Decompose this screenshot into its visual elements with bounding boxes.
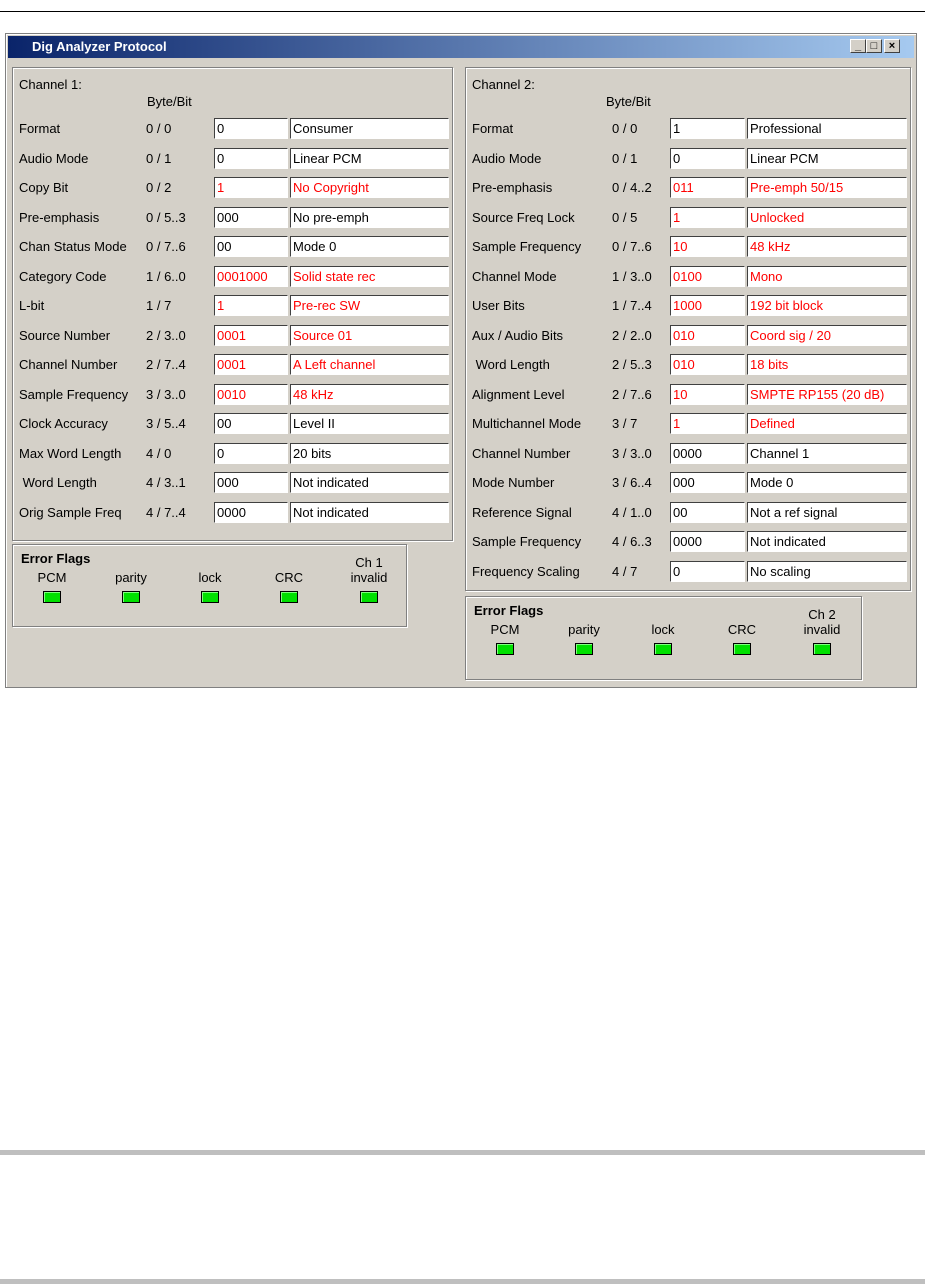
row-bytebit-word-length-12: 4 / 3..1 — [146, 475, 186, 490]
row-bits-field-orig-sample-freq-13[interactable]: 0000 — [214, 502, 288, 523]
window-title: Dig Analyzer Protocol — [32, 39, 167, 54]
row-bits-field-channel-number-8[interactable]: 0001 — [214, 354, 288, 375]
row-bits-field-l-bit-6[interactable]: 1 — [214, 295, 288, 316]
row-bytebit-source-number-7: 2 / 3..0 — [146, 327, 186, 343]
row-value-field-category-code-5[interactable]: Solid state rec — [290, 266, 449, 287]
row-bits-field-user-bits-6[interactable]: 1000 — [670, 295, 745, 316]
row-value-field-source-number-7[interactable]: Source 01 — [290, 325, 449, 346]
separator-rule-upper — [0, 1150, 925, 1155]
led-indicator-invalid — [813, 643, 831, 655]
page-top-rule — [0, 11, 925, 12]
led-indicator-parity — [122, 591, 140, 603]
row-value-field-word-length-8[interactable]: 18 bits — [747, 354, 907, 375]
row-bytebit-multichannel-mode-10: 3 / 7 — [612, 416, 638, 431]
row-bits-field-category-code-5[interactable]: 0001000 — [214, 266, 288, 287]
led-indicator-crc — [280, 591, 298, 603]
row-bits-field-sample-frequency-4[interactable]: 10 — [670, 236, 745, 257]
row-label-audio-mode-1: Audio Mode — [472, 150, 542, 166]
row-label-pre-emphasis-3: Pre-emphasis — [19, 209, 100, 225]
row-label-channel-mode-5: Channel Mode — [472, 268, 557, 284]
row-bytebit-word-length-8: 2 / 5..3 — [612, 357, 652, 372]
row-value-field-format-0[interactable]: Consumer — [290, 118, 449, 139]
row-bits-field-pre-emphasis-3[interactable]: 000 — [214, 207, 288, 228]
row-bits-field-source-number-7[interactable]: 0001 — [214, 325, 288, 346]
row-bytebit-orig-sample-freq-13: 4 / 7..4 — [146, 504, 186, 520]
row-bytebit-pre-emphasis-2: 0 / 4..2 — [612, 180, 652, 195]
channel-2-error-flags-panel — [465, 596, 862, 680]
row-bytebit-clock-accuracy-10: 3 / 5..4 — [146, 416, 186, 431]
row-value-field-chan-status-mode-4[interactable]: Mode 0 — [290, 236, 449, 257]
maximize-button[interactable]: □ — [866, 39, 882, 53]
row-bytebit-channel-number-11: 3 / 3..0 — [612, 445, 652, 461]
row-bits-field-alignment-level-9[interactable]: 10 — [670, 384, 745, 405]
row-value-field-frequency-scaling-15[interactable]: No scaling — [747, 561, 907, 582]
row-bits-field-source-freq-lock-3[interactable]: 1 — [670, 207, 745, 228]
row-bits-field-channel-mode-5[interactable]: 0100 — [670, 266, 745, 287]
title-bar[interactable] — [8, 36, 914, 58]
row-value-field-source-freq-lock-3[interactable]: Unlocked — [747, 207, 907, 228]
row-bits-field-word-length-8[interactable]: 010 — [670, 354, 745, 375]
row-value-field-channel-number-8[interactable]: A Left channel — [290, 354, 449, 375]
row-bits-field-channel-number-11[interactable]: 0000 — [670, 443, 745, 464]
row-bits-field-clock-accuracy-10[interactable]: 00 — [214, 413, 288, 434]
row-label-channel-number-11: Channel Number — [472, 445, 571, 461]
channel-1-panel — [12, 67, 453, 541]
row-bits-field-word-length-12[interactable]: 000 — [214, 472, 288, 493]
row-bits-field-sample-frequency-9[interactable]: 0010 — [214, 384, 288, 405]
row-bits-field-audio-mode-1[interactable]: 0 — [214, 148, 288, 169]
channel-2-error-flags-title: Error Flags — [474, 603, 544, 618]
row-bits-field-multichannel-mode-10[interactable]: 1 — [670, 413, 745, 434]
row-bits-field-reference-signal-13[interactable]: 00 — [670, 502, 745, 523]
row-bytebit-mode-number-12: 3 / 6..4 — [612, 475, 652, 490]
row-bytebit-aux-audio-bits-7: 2 / 2..0 — [612, 327, 652, 343]
led-indicator-crc — [733, 643, 751, 655]
row-value-field-max-word-length-11[interactable]: 20 bits — [290, 443, 449, 464]
row-label-user-bits-6: User Bits — [472, 298, 525, 313]
row-bytebit-format-0: 0 / 0 — [612, 121, 638, 136]
flag-label-lock: lock — [651, 622, 675, 637]
row-value-field-audio-mode-1[interactable]: Linear PCM — [747, 148, 907, 169]
row-bytebit-channel-number-8: 2 / 7..4 — [146, 357, 186, 372]
row-label-sample-frequency-14: Sample Frequency — [472, 534, 582, 549]
row-label-max-word-length-11: Max Word Length — [19, 445, 122, 461]
row-label-sample-frequency-4: Sample Frequency — [472, 239, 582, 254]
row-label-copy-bit-2: Copy Bit — [19, 180, 69, 195]
row-bits-field-frequency-scaling-15[interactable]: 0 — [670, 561, 745, 582]
flag-label-parity: parity — [115, 570, 147, 585]
row-bits-field-chan-status-mode-4[interactable]: 00 — [214, 236, 288, 257]
row-label-audio-mode-1: Audio Mode — [19, 150, 89, 166]
flag-label-invalid: Ch 1 invalid — [350, 555, 388, 585]
row-value-field-l-bit-6[interactable]: Pre-rec SW — [290, 295, 449, 316]
row-value-field-sample-frequency-4[interactable]: 48 kHz — [747, 236, 907, 257]
row-bytebit-category-code-5: 1 / 6..0 — [146, 268, 186, 284]
row-bits-field-pre-emphasis-2[interactable]: 011 — [670, 177, 745, 198]
flag-label-pcm: PCM — [490, 622, 520, 637]
row-label-source-freq-lock-3: Source Freq Lock — [472, 209, 575, 225]
row-value-field-reference-signal-13[interactable]: Not a ref signal — [747, 502, 907, 523]
row-label-clock-accuracy-10: Clock Accuracy — [19, 416, 108, 431]
row-value-field-aux-audio-bits-7[interactable]: Coord sig / 20 — [747, 325, 907, 346]
row-label-source-number-7: Source Number — [19, 327, 111, 343]
row-bits-field-max-word-length-11[interactable]: 0 — [214, 443, 288, 464]
row-bytebit-audio-mode-1: 0 / 1 — [612, 150, 638, 166]
row-value-field-sample-frequency-14[interactable]: Not indicated — [747, 531, 907, 552]
row-bits-field-aux-audio-bits-7[interactable]: 010 — [670, 325, 745, 346]
row-value-field-channel-number-11[interactable]: Channel 1 — [747, 443, 907, 464]
row-value-field-user-bits-6[interactable]: 192 bit block — [747, 295, 907, 316]
dig-analyzer-protocol-window — [5, 33, 917, 688]
row-label-frequency-scaling-15: Frequency Scaling — [472, 563, 580, 579]
row-value-field-copy-bit-2[interactable]: No Copyright — [290, 177, 449, 198]
flag-label-crc: CRC — [274, 570, 304, 585]
row-value-field-format-0[interactable]: Professional — [747, 118, 907, 139]
row-bytebit-max-word-length-11: 4 / 0 — [146, 445, 172, 461]
row-bytebit-copy-bit-2: 0 / 2 — [146, 180, 172, 195]
row-bits-field-mode-number-12[interactable]: 000 — [670, 472, 745, 493]
row-value-field-channel-mode-5[interactable]: Mono — [747, 266, 907, 287]
row-label-channel-number-8: Channel Number — [19, 357, 118, 372]
channel-1-bytebit-header: Byte/Bit — [147, 94, 192, 109]
row-bytebit-sample-frequency-9: 3 / 3..0 — [146, 386, 186, 402]
row-value-field-mode-number-12[interactable]: Mode 0 — [747, 472, 907, 493]
led-indicator-parity — [575, 643, 593, 655]
channel-2-bytebit-header: Byte/Bit — [606, 94, 651, 109]
row-value-field-pre-emphasis-2[interactable]: Pre-emph 50/15 — [747, 177, 907, 198]
row-label-l-bit-6: L-bit — [19, 298, 45, 313]
row-bytebit-reference-signal-13: 4 / 1..0 — [612, 504, 652, 520]
led-indicator-lock — [654, 643, 672, 655]
row-label-reference-signal-13: Reference Signal — [472, 504, 572, 520]
row-bytebit-audio-mode-1: 0 / 1 — [146, 150, 172, 166]
row-label-pre-emphasis-2: Pre-emphasis — [472, 180, 553, 195]
led-indicator-pcm — [496, 643, 514, 655]
flag-label-lock: lock — [198, 570, 222, 585]
row-bytebit-chan-status-mode-4: 0 / 7..6 — [146, 239, 186, 254]
row-bits-field-audio-mode-1[interactable]: 0 — [670, 148, 745, 169]
channel-1-title: Channel 1: — [19, 77, 82, 92]
led-indicator-invalid — [360, 591, 378, 603]
channel-2-panel — [465, 67, 911, 591]
separator-rule-lower — [0, 1279, 925, 1284]
row-value-field-multichannel-mode-10[interactable]: Defined — [747, 413, 907, 434]
channel-1-error-flags-title: Error Flags — [21, 551, 91, 566]
row-label-orig-sample-freq-13: Orig Sample Freq — [19, 504, 122, 520]
row-label-word-length-8: Word Length — [472, 357, 550, 372]
flag-label-pcm: PCM — [37, 570, 67, 585]
row-bytebit-channel-mode-5: 1 / 3..0 — [612, 268, 652, 284]
row-label-word-length-12: Word Length — [19, 475, 97, 490]
row-bits-field-format-0[interactable]: 0 — [214, 118, 288, 139]
row-label-alignment-level-9: Alignment Level — [472, 386, 565, 402]
flag-label-crc: CRC — [727, 622, 757, 637]
row-bytebit-format-0: 0 / 0 — [146, 121, 172, 136]
row-value-field-word-length-12[interactable]: Not indicated — [290, 472, 449, 493]
row-label-multichannel-mode-10: Multichannel Mode — [472, 416, 582, 431]
row-bytebit-pre-emphasis-3: 0 / 5..3 — [146, 209, 186, 225]
row-label-mode-number-12: Mode Number — [472, 475, 555, 490]
row-value-field-sample-frequency-9[interactable]: 48 kHz — [290, 384, 449, 405]
flag-label-invalid: Ch 2 invalid — [803, 607, 841, 637]
row-bits-field-sample-frequency-14[interactable]: 0000 — [670, 531, 745, 552]
row-label-format-0: Format — [472, 121, 514, 136]
row-bytebit-sample-frequency-14: 4 / 6..3 — [612, 534, 652, 549]
row-bytebit-frequency-scaling-15: 4 / 7 — [612, 563, 638, 579]
close-button[interactable]: × — [884, 39, 900, 53]
minimize-button[interactable]: _ — [850, 39, 866, 53]
row-label-format-0: Format — [19, 121, 61, 136]
row-label-chan-status-mode-4: Chan Status Mode — [19, 239, 127, 254]
channel-2-title: Channel 2: — [472, 77, 535, 92]
row-value-field-pre-emphasis-3[interactable]: No pre-emph — [290, 207, 449, 228]
row-bytebit-l-bit-6: 1 / 7 — [146, 298, 172, 313]
row-bytebit-alignment-level-9: 2 / 7..6 — [612, 386, 652, 402]
row-bits-field-copy-bit-2[interactable]: 1 — [214, 177, 288, 198]
row-value-field-orig-sample-freq-13[interactable]: Not indicated — [290, 502, 449, 523]
row-bytebit-sample-frequency-4: 0 / 7..6 — [612, 239, 652, 254]
led-indicator-pcm — [43, 591, 61, 603]
row-value-field-clock-accuracy-10[interactable]: Level II — [290, 413, 449, 434]
row-label-aux-audio-bits-7: Aux / Audio Bits — [472, 327, 564, 343]
row-bytebit-source-freq-lock-3: 0 / 5 — [612, 209, 638, 225]
row-label-category-code-5: Category Code — [19, 268, 107, 284]
row-bits-field-format-0[interactable]: 1 — [670, 118, 745, 139]
row-label-sample-frequency-9: Sample Frequency — [19, 386, 129, 402]
row-value-field-audio-mode-1[interactable]: Linear PCM — [290, 148, 449, 169]
led-indicator-lock — [201, 591, 219, 603]
channel-1-error-flags-panel — [12, 544, 407, 627]
row-bytebit-user-bits-6: 1 / 7..4 — [612, 298, 652, 313]
row-value-field-alignment-level-9[interactable]: SMPTE RP155 (20 dB) — [747, 384, 907, 405]
flag-label-parity: parity — [568, 622, 600, 637]
